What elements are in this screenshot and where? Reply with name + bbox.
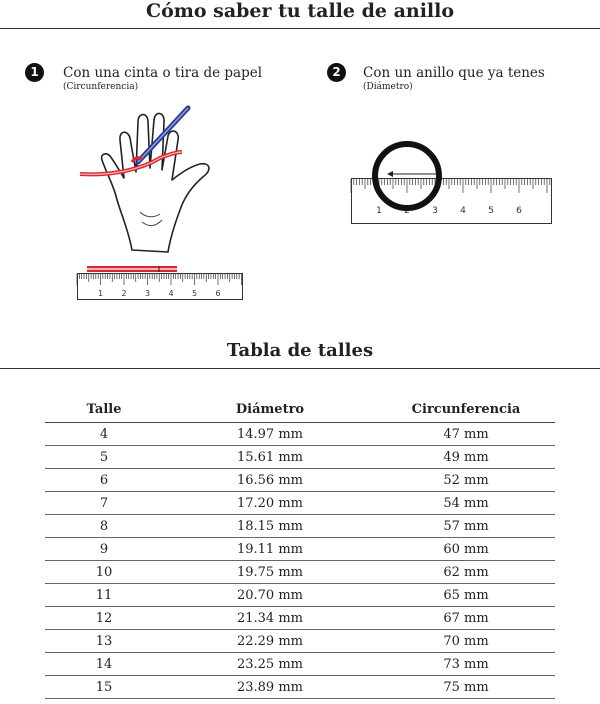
ruler-label: 4 — [168, 289, 174, 298]
cell-circunferencia: 52 mm — [377, 469, 555, 492]
cell-talle: 14 — [45, 653, 163, 676]
size-table — [45, 396, 555, 699]
step-1-subtitle: (Circunferencia) — [63, 82, 139, 92]
cell-diametro: 16.56 mm — [163, 469, 377, 492]
table-row — [45, 492, 555, 515]
ruler-label: 2 — [121, 289, 127, 298]
cell-diametro: 19.11 mm — [163, 538, 377, 561]
table-row — [45, 584, 555, 607]
ruler-label: 5 — [488, 206, 494, 216]
cell-talle: 12 — [45, 607, 163, 630]
cell-circunferencia: 65 mm — [377, 584, 555, 607]
table-row — [45, 561, 555, 584]
ruler-with-tape — [77, 266, 243, 300]
ruler-label: 3 — [144, 289, 151, 298]
table-row — [45, 653, 555, 676]
table-row — [45, 607, 555, 630]
cell-diametro: 20.70 mm — [163, 584, 377, 607]
ruler-label: 3 — [432, 206, 438, 216]
header-circunferencia: Circunferencia — [377, 396, 555, 423]
cell-talle: 15 — [45, 676, 163, 699]
cell-talle: 10 — [45, 561, 163, 584]
table-row — [45, 469, 555, 492]
step-1-number: 1 — [25, 63, 44, 82]
cell-talle: 4 — [45, 423, 163, 446]
step-2-subtitle: (Diámetro) — [363, 82, 413, 92]
hand-with-tape-icon — [70, 100, 270, 260]
cell-talle: 8 — [45, 515, 163, 538]
cell-circunferencia: 70 mm — [377, 630, 555, 653]
table-header-row — [45, 396, 555, 423]
table-divider — [0, 368, 600, 369]
table-row — [45, 446, 555, 469]
step-1-title: Con una cinta o tira de papel — [63, 65, 263, 81]
ruler-label: 5 — [191, 289, 198, 298]
ruler-label: 2 — [404, 206, 410, 216]
header-diametro: Diámetro — [163, 396, 377, 423]
cell-circunferencia: 57 mm — [377, 515, 555, 538]
cell-circunferencia: 49 mm — [377, 446, 555, 469]
cell-circunferencia: 67 mm — [377, 607, 555, 630]
cell-talle: 5 — [45, 446, 163, 469]
table-row — [45, 423, 555, 446]
ruler-label: 1 — [97, 289, 104, 298]
ring-on-ruler-icon — [351, 140, 553, 220]
ruler-label: 4 — [460, 206, 466, 216]
cell-circunferencia: 75 mm — [377, 676, 555, 699]
cell-talle: 13 — [45, 630, 163, 653]
cell-diametro: 14.97 mm — [163, 423, 377, 446]
header-talle: Talle — [45, 396, 163, 423]
cell-diametro: 15.61 mm — [163, 446, 377, 469]
ruler-label: 1 — [376, 206, 382, 216]
header-divider — [0, 28, 600, 29]
cell-diametro: 18.15 mm — [163, 515, 377, 538]
step-2-title: Con un anillo que ya tenes — [363, 65, 545, 81]
table-row — [45, 538, 555, 561]
cell-diametro: 23.25 mm — [163, 653, 377, 676]
cell-talle: 7 — [45, 492, 163, 515]
cell-diametro: 21.34 mm — [163, 607, 377, 630]
table-row — [45, 515, 555, 538]
step-2-number: 2 — [327, 63, 346, 82]
page-title: Cómo saber tu talle de anillo — [145, 0, 455, 22]
table-row — [45, 630, 555, 653]
ruler-label: 6 — [215, 289, 221, 298]
cell-diametro: 22.29 mm — [163, 630, 377, 653]
cell-diametro: 23.89 mm — [163, 676, 377, 699]
cell-circunferencia: 54 mm — [377, 492, 555, 515]
cell-diametro: 17.20 mm — [163, 492, 377, 515]
cell-circunferencia: 62 mm — [377, 561, 555, 584]
cell-talle: 6 — [45, 469, 163, 492]
cell-circunferencia: 47 mm — [377, 423, 555, 446]
cell-circunferencia: 60 mm — [377, 538, 555, 561]
ruler-label: 6 — [516, 206, 522, 216]
table-row — [45, 676, 555, 699]
table-title: Tabla de talles — [226, 340, 374, 361]
cell-talle: 11 — [45, 584, 163, 607]
cell-diametro: 19.75 mm — [163, 561, 377, 584]
cell-talle: 9 — [45, 538, 163, 561]
cell-circunferencia: 73 mm — [377, 653, 555, 676]
